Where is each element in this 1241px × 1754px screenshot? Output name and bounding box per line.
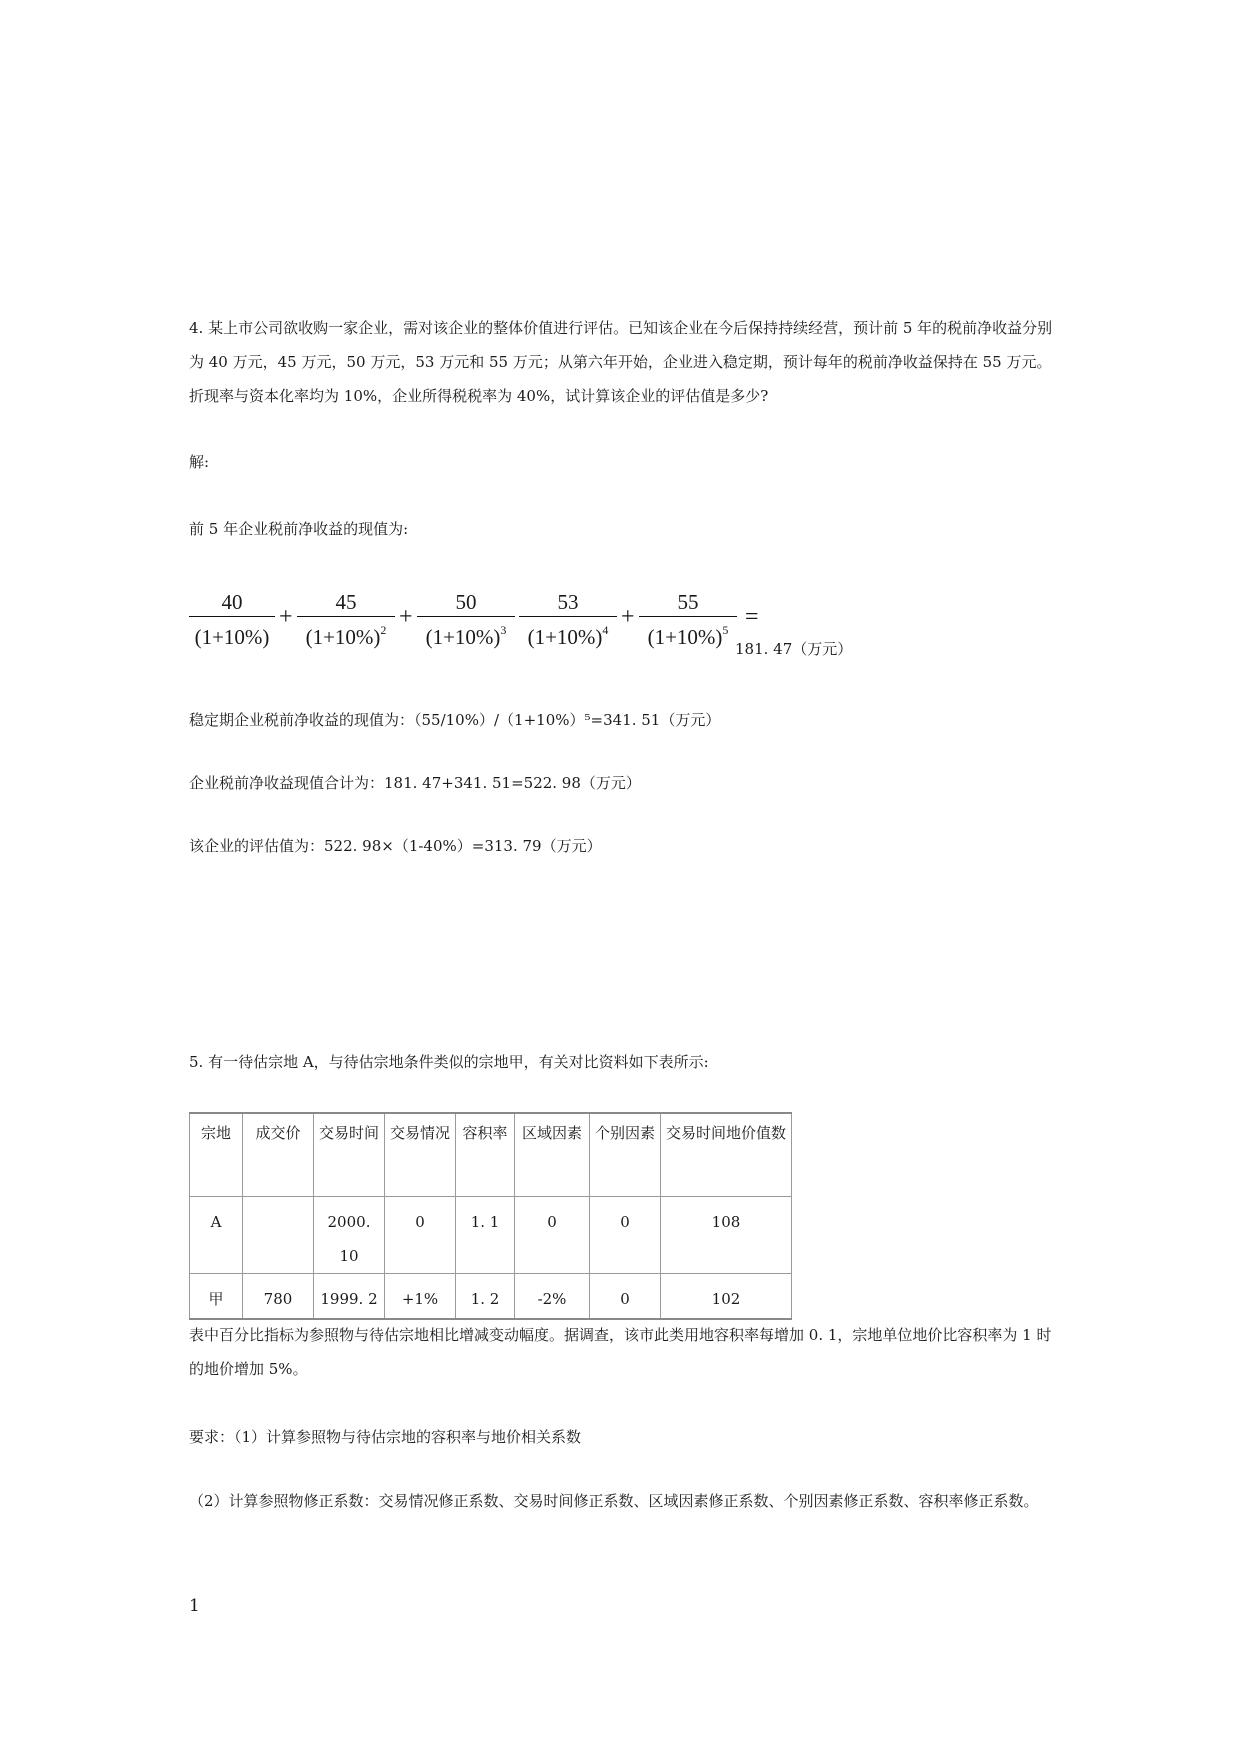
table-cell: 108 (661, 1197, 792, 1274)
stable-period-pv: 稳定期企业税前净收益的现值为：（55/10%）/（1+10%）⁵=341. 51（万元） (189, 711, 721, 729)
table-cell: 0 (590, 1274, 661, 1320)
formula-result: 181. 47（万元） (735, 640, 853, 658)
table-header-cell: 容积率 (456, 1113, 515, 1197)
fraction-term-1: 40 (1+10%) (189, 588, 275, 652)
table-cell: 0 (515, 1197, 590, 1274)
assessed-value: 该企业的评估值为：522. 98×（1-40%）=313. 79（万元） (189, 837, 602, 855)
requirement-2: （2）计算参照物修正系数：交易情况修正系数、交易时间修正系数、区域因素修正系数、个别因素修正系数、容积率修正系数。 (189, 1492, 1039, 1510)
table-cell: A (190, 1197, 243, 1274)
table-cell: 0 (385, 1197, 456, 1274)
fraction-term-3: 50 $(1+10\%)^3$ (417, 588, 515, 652)
table-cell (243, 1197, 314, 1274)
table-row (190, 1274, 792, 1320)
table-cell: +1% (385, 1274, 456, 1320)
comparison-table (189, 1112, 792, 1320)
question-4-text: 4. 某上市公司欲收购一家企业，需对该企业的整体价值进行评估。已知该企业在今后保持持续经营，预计前 5 年的税前净收益分别为 40 万元，45 万元，50 万元，53 万元和 55 万元；从第六年开始，企业进入稳定期，预计每年的税前净收益保持在 55 万元。折现率与资本化率均为 10%，企业所得税税率为 40%，试计算该企业的评估值是多少? (189, 319, 1053, 405)
table-note: 表中百分比指标为参照物与待估宗地相比增减变动幅度。据调查，该市此类用地容积率每增加 0. 1，宗地单位地价比容积率为 1 时的地价增加 5%。 (189, 1326, 1052, 1378)
solution-label: 解: (189, 453, 210, 471)
fraction-term-2: 45 $(1+10\%)^2$ (297, 588, 395, 652)
question-5-text: 5. 有一待估宗地 A，与待估宗地条件类似的宗地甲，有关对比资料如下表所示: (189, 1053, 709, 1071)
plus-sign: + (279, 604, 293, 630)
table-header-cell: 成交价 (243, 1113, 314, 1197)
table-cell: -2% (515, 1274, 590, 1320)
plus-sign: + (621, 604, 635, 630)
table-header-cell: 区域因素 (515, 1113, 590, 1197)
table-row (190, 1197, 792, 1274)
table-header-row (190, 1113, 792, 1197)
table-cell: 1. 2 (456, 1274, 515, 1320)
fraction-term-5: 55 $(1+10\%)^5$ (639, 588, 737, 652)
present-value-intro: 前 5 年企业税前净收益的现值为: (189, 520, 409, 538)
table-header-cell: 个别因素 (590, 1113, 661, 1197)
table-cell: 2000. 10 (314, 1197, 385, 1274)
table-header-cell: 交易时间地价值数 (661, 1113, 792, 1197)
table-header-cell: 交易情况 (385, 1113, 456, 1197)
table-cell: 1. 1 (456, 1197, 515, 1274)
fraction-term-4: 53 $(1+10\%)^4$ (519, 588, 617, 652)
table-cell: 1999. 2 (314, 1274, 385, 1320)
table-cell: 102 (661, 1274, 792, 1320)
plus-sign: + (399, 604, 413, 630)
table-header-cell: 宗地 (190, 1113, 243, 1197)
equals-sign: = (745, 604, 759, 630)
table-cell: 0 (590, 1197, 661, 1274)
table-cell: 甲 (190, 1274, 243, 1320)
requirement-1: 要求：（1）计算参照物与待估宗地的容积率与地价相关系数 (189, 1428, 582, 1446)
page-number: 1 (189, 1596, 200, 1616)
table-header-cell: 交易时间 (314, 1113, 385, 1197)
total-pv: 企业税前净收益现值合计为：181. 47+341. 51=522. 98（万元） (189, 774, 641, 792)
table-cell: 780 (243, 1274, 314, 1320)
